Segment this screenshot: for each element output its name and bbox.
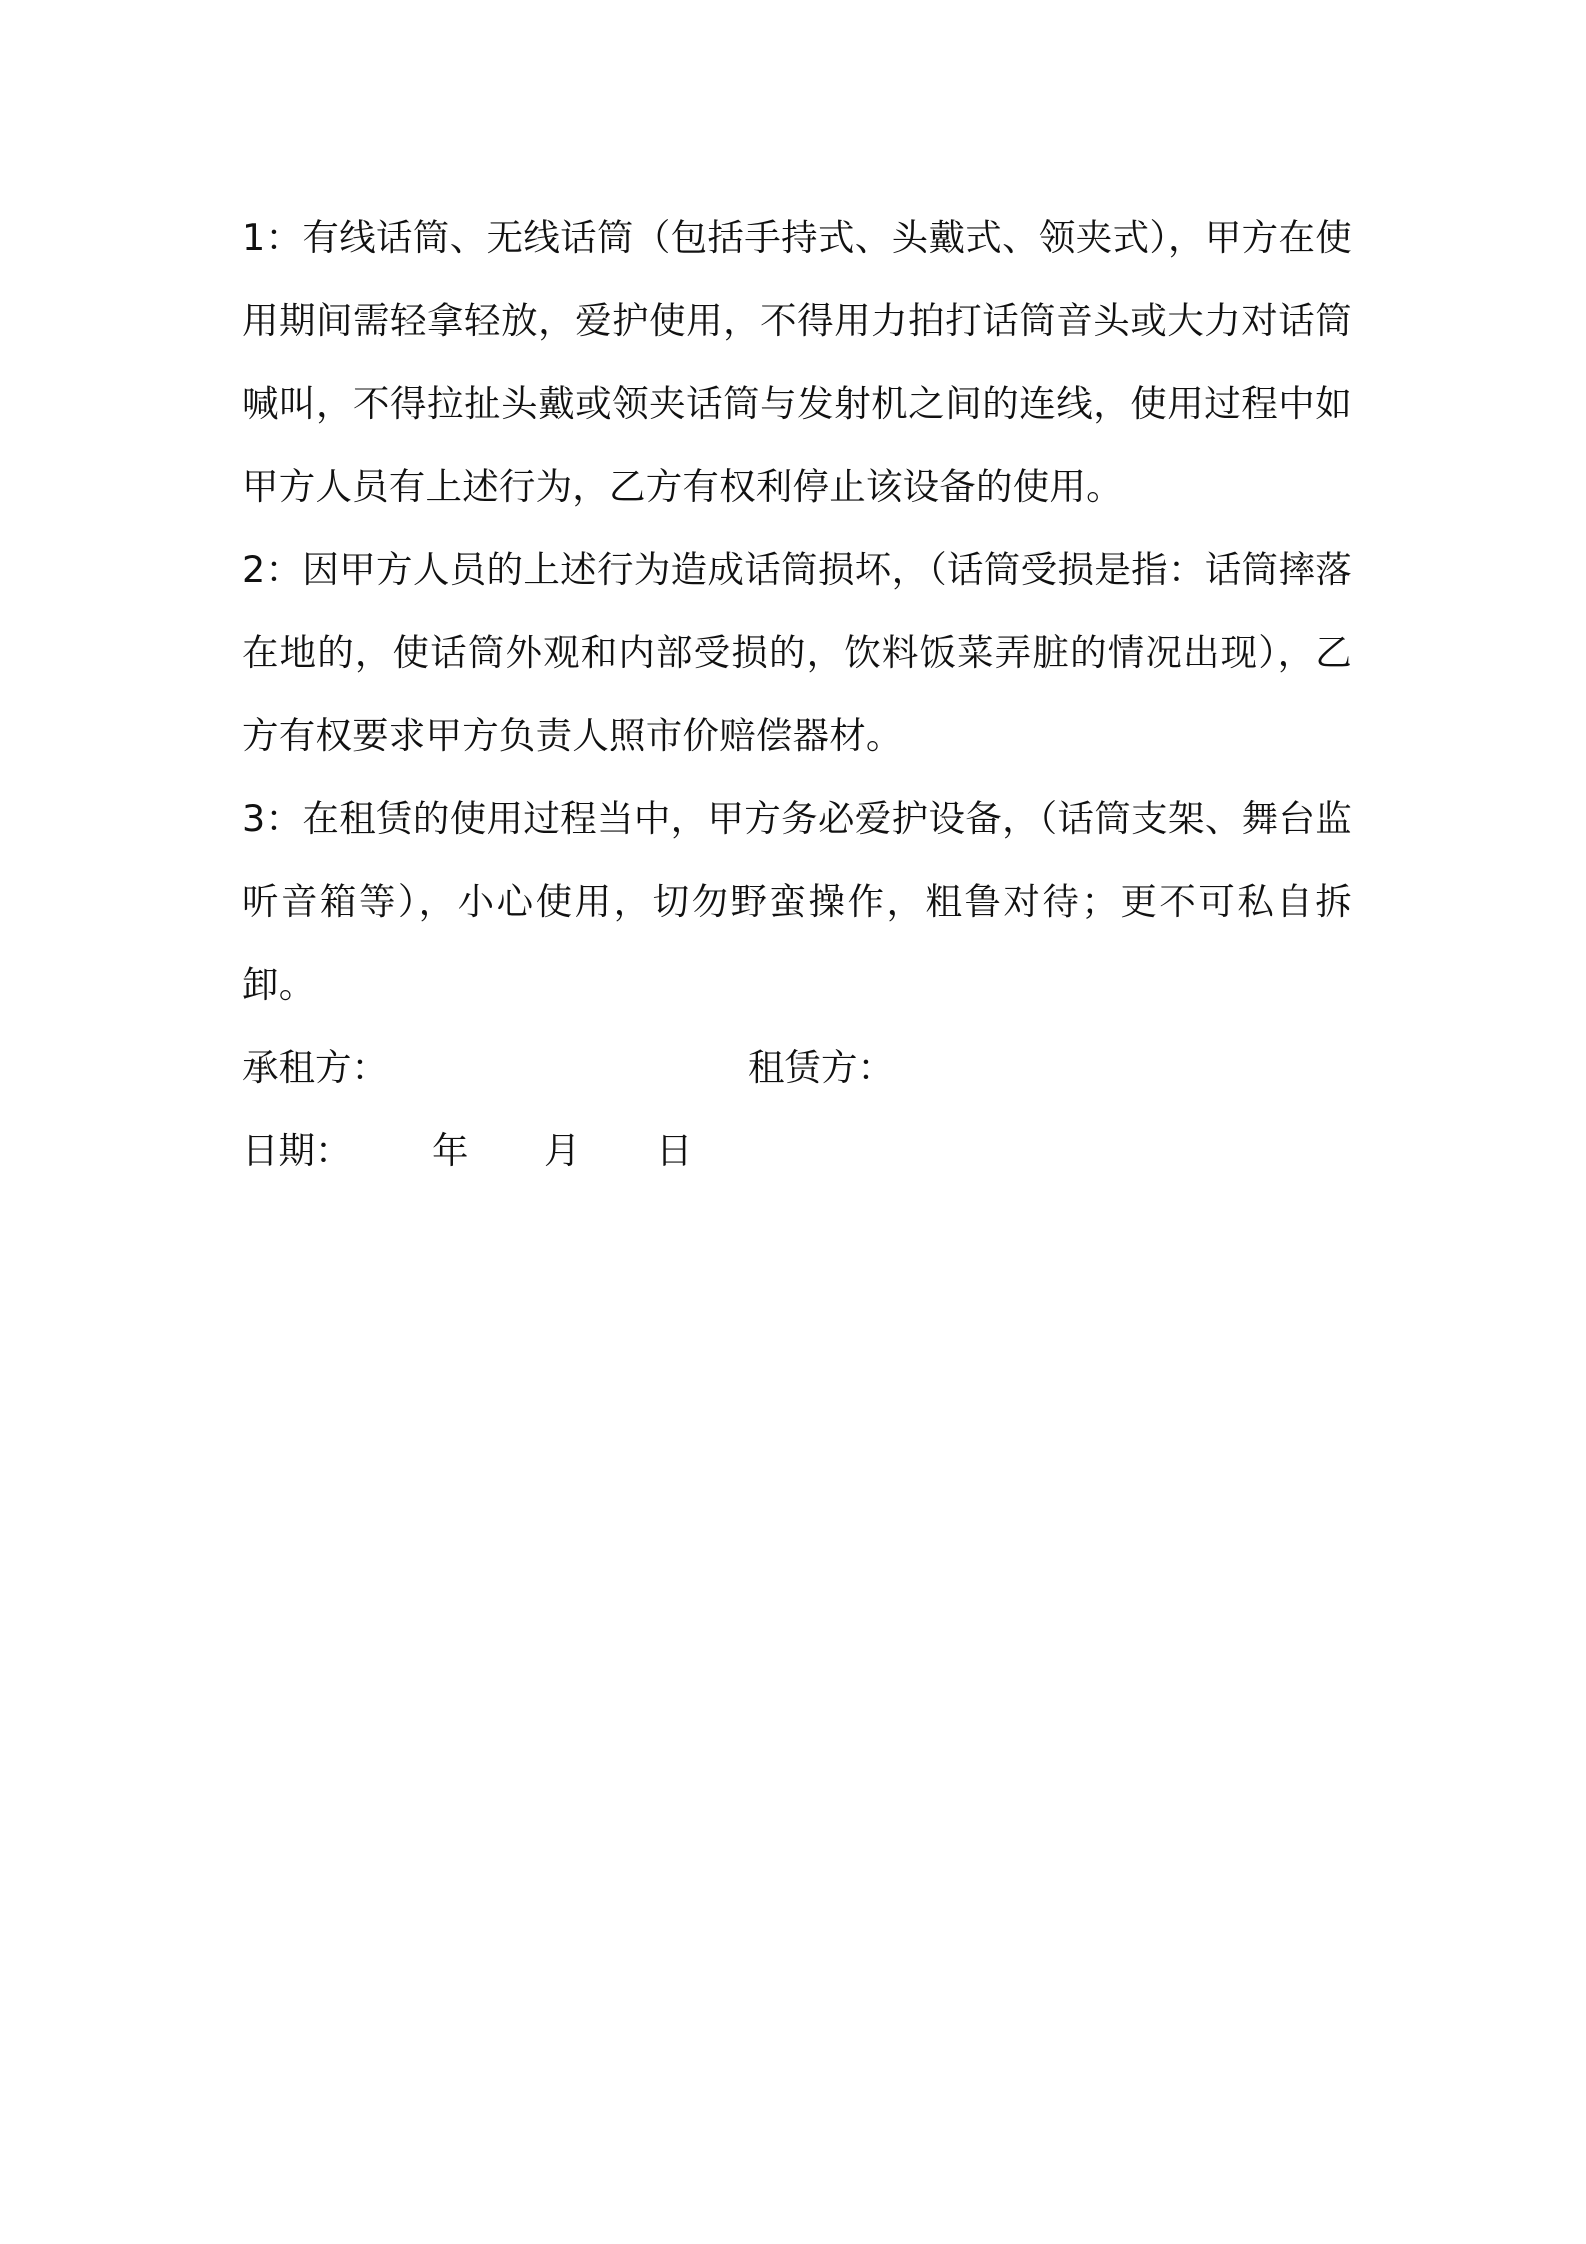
lessor-label: 租赁方： [748, 1046, 894, 1089]
signature-row [242, 1026, 1352, 1109]
date-month: 月 [544, 1129, 581, 1172]
clause-2: 2：因甲方人员的上述行为造成话筒损坏，（话筒受损是指：话筒摔落在地的，使话筒外观和内部受损的，饮料饭菜弄脏的情况出现），乙方有权要求甲方负责人照市价赔偿器材。 [242, 548, 1352, 757]
lessee-label: 承租方： [242, 1046, 388, 1089]
date-day: 日 [656, 1129, 693, 1172]
date-row [242, 1109, 1352, 1192]
document-body [242, 196, 1352, 1192]
clause-1: 1：有线话筒、无线话筒（包括手持式、头戴式、领夹式），甲方在使用期间需轻拿轻放，爱护使用，不得用力拍打话筒音头或大力对话筒喊叫，不得拉扯头戴或领夹话筒与发射机之间的连线，使用过程中如甲方人员有上述行为，乙方有权利停止该设备的使用。 [242, 216, 1352, 508]
date-label: 日期： [242, 1129, 352, 1172]
clause-3: 3：在租赁的使用过程当中，甲方务必爱护设备，（话筒支架、舞台监听音箱等），小心使用，切勿野蛮操作，粗鲁对待；更不可私自拆卸。 [242, 797, 1352, 1006]
date-year: 年 [432, 1129, 469, 1172]
